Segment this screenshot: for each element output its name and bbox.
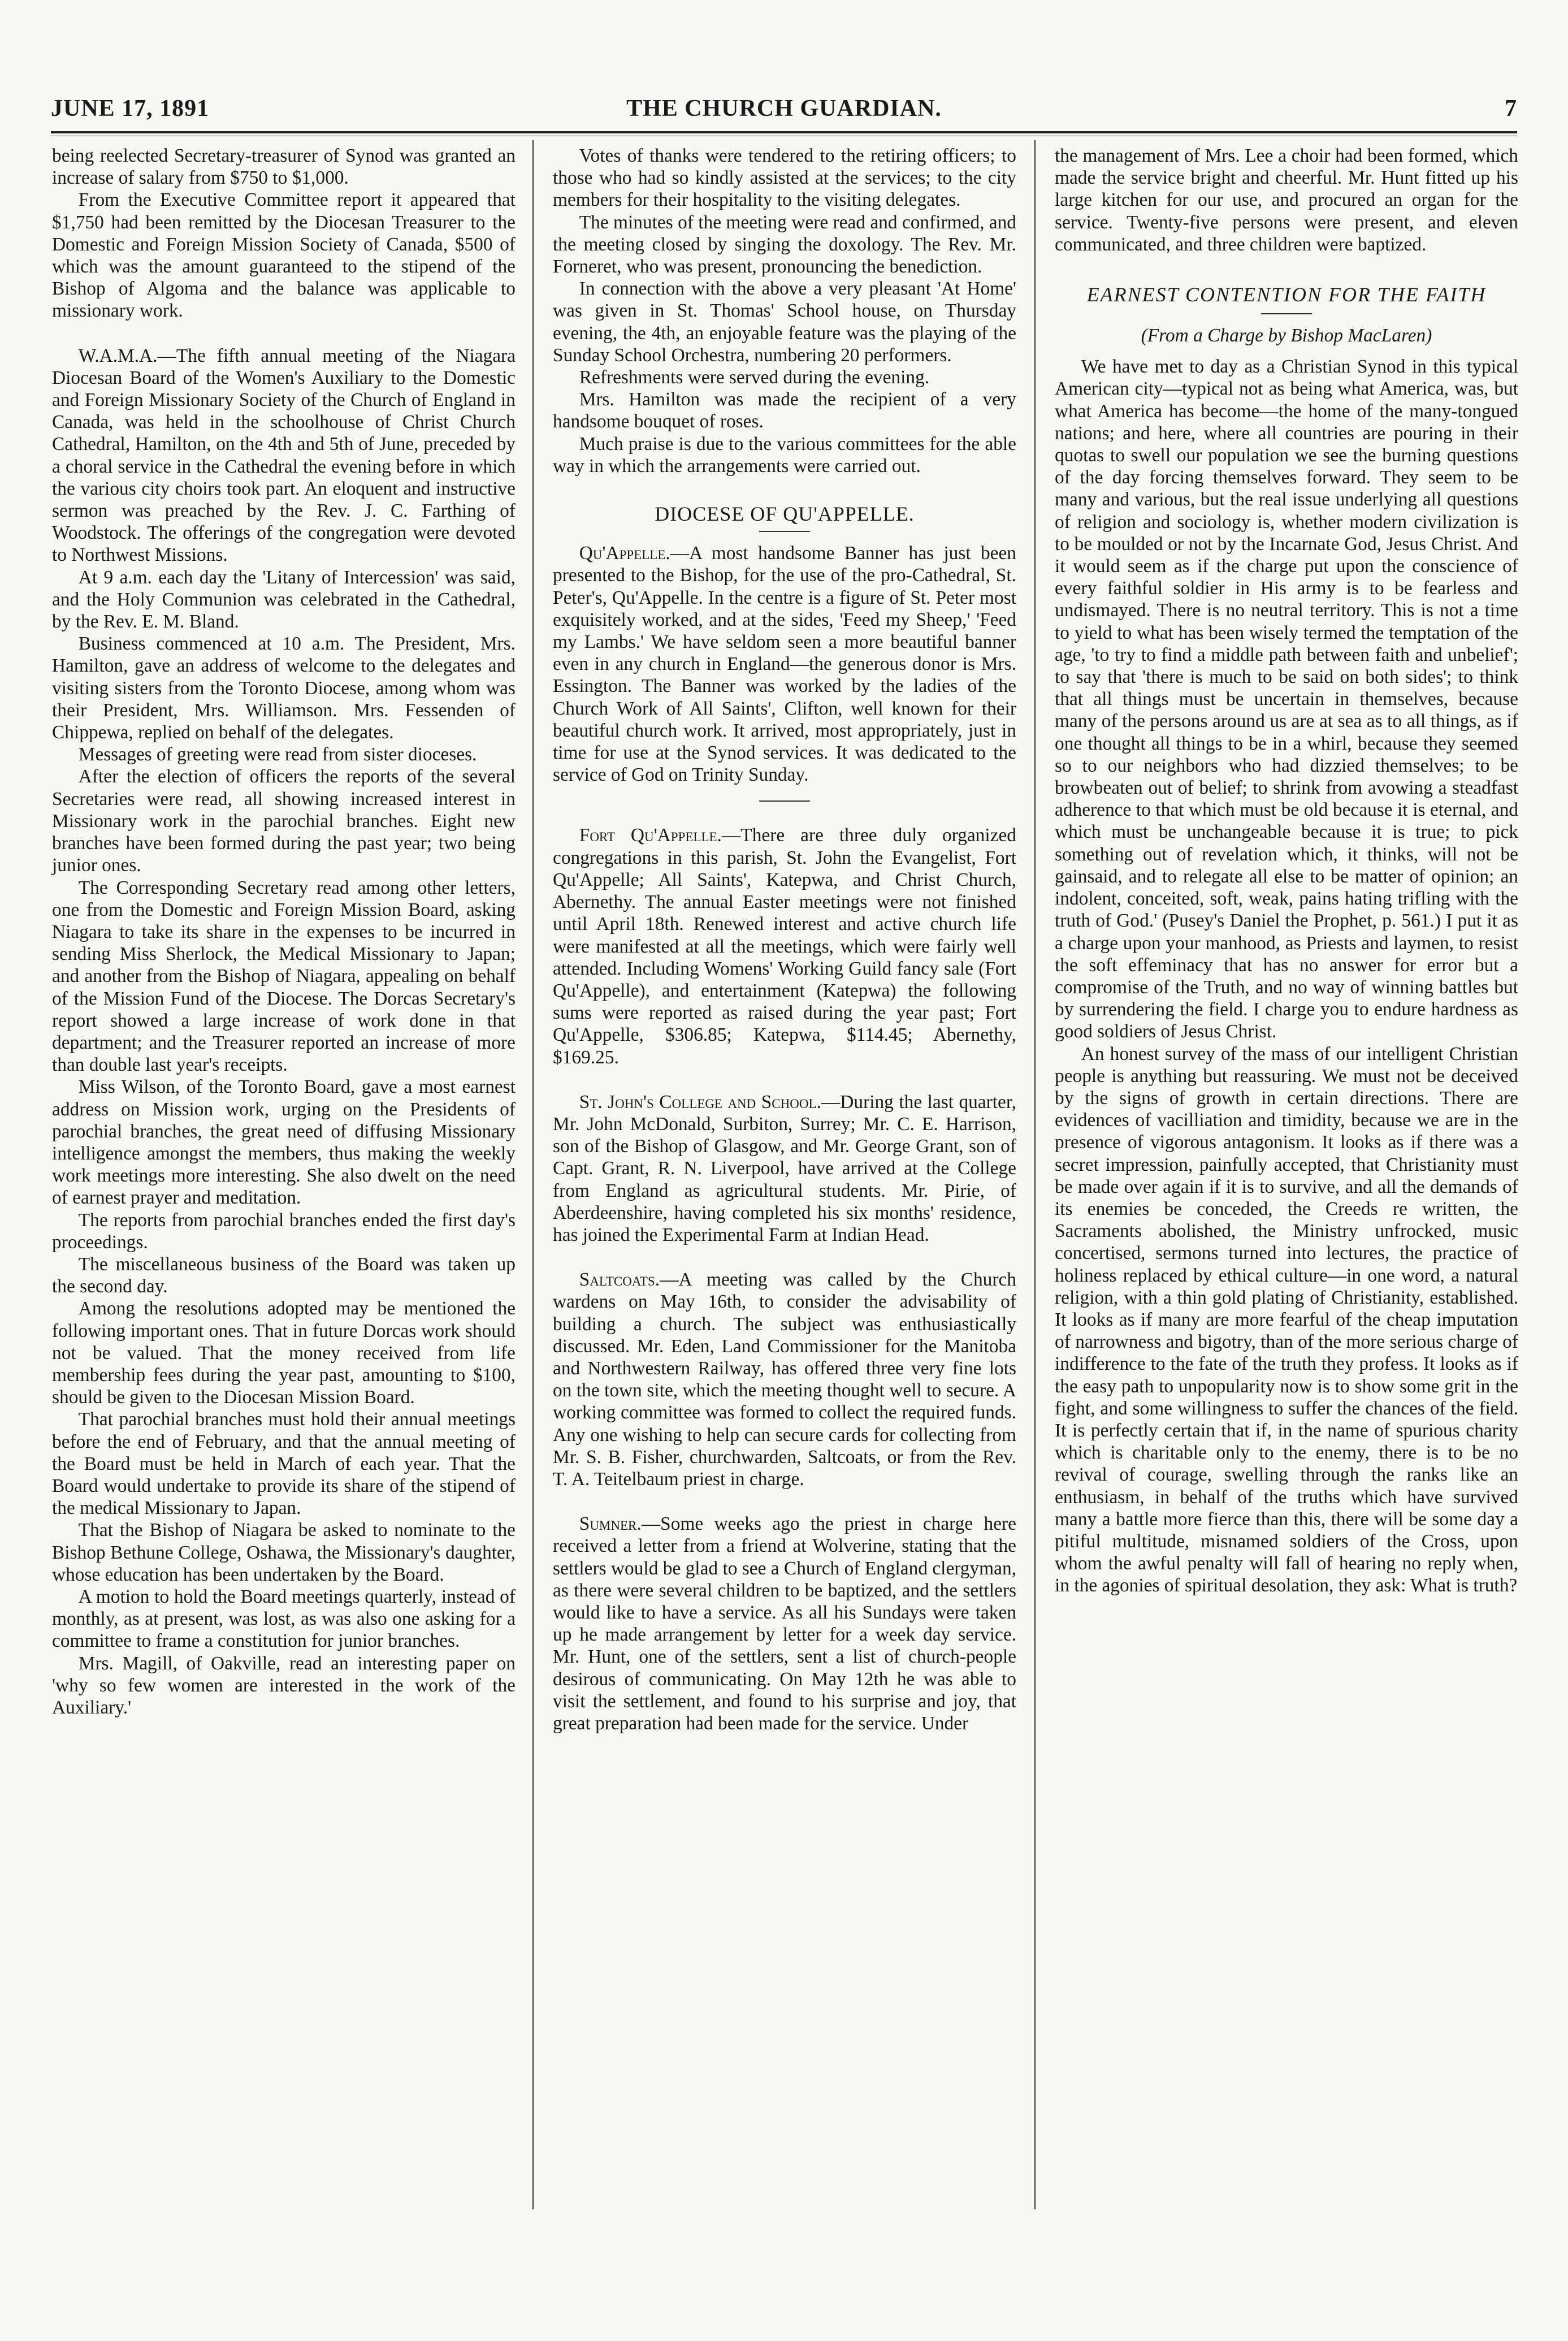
paragraph: That the Bishop of Niagara be asked to nominate to the Bishop Bethune College, Oshawa, the Missionary's daughter, whose education has been undertaken by the Board.	[52, 1520, 516, 1585]
masthead-title: THE CHURCH GUARDIAN.	[626, 96, 942, 122]
paragraph-saltcoats	[553, 1269, 1016, 1490]
column-divider	[1034, 140, 1036, 2209]
paragraph: Much praise is due to the various committees for the able way in which the arrangements were carried out.	[553, 433, 1016, 477]
paragraph-body: —A meeting was called by the Church wardens on May 16th, to consider the advisability of building a church. The subject was enthusiastically discussed. Mr. Eden, Land Commissioner for the Manitoba and Northwestern Railway, has offered three very fine lots on the town site, which the meeting thought well to secure. A working committee was formed to collect the required funds. Any one wishing to help can secure cards for collecting from Mr. S. B. Fisher, churchwarden, Saltcoats, or from the Rev. T. A. Teitelbaum priest in charge.	[553, 1269, 1016, 1490]
page-header	[51, 95, 1517, 128]
paragraph: The reports from parochial branches ended the first day's proceedings.	[52, 1209, 516, 1253]
issue-date: JUNE 17, 1891	[51, 96, 210, 122]
paragraph-qu-appelle	[553, 542, 1016, 786]
paragraph-lead: Sumner.	[579, 1513, 642, 1535]
paragraph-lead: St. John's College and School.	[579, 1091, 821, 1113]
paragraph: A motion to hold the Board meetings quarterly, instead of monthly, as at present, was lost, as was also one asking for a committee to frame a constitution for junior branches.	[52, 1586, 516, 1652]
page-number: 7	[1505, 96, 1517, 122]
paragraph: Among the resolutions adopted may be mentioned the following important ones. That in future Dorcas work should not be valued. That the money received from life membership fees during the year past, amounting to $100, should be given to the Diocesan Mission Board.	[52, 1298, 516, 1408]
paragraph: The miscellaneous business of the Board was taken up the second day.	[52, 1253, 516, 1297]
column-1	[52, 145, 516, 1719]
paragraph: We have met to day as a Christian Synod in this typical American city—typical not as being what America, was, but what America has become—the home of the many-tongued nations; and here, where all countries are pouring in their quotas to swell our population we see the burning questions of the day forcing themselves forward. They seem to be many and various, but the real issue underlying all questions of religion and sociology is, whether modern civilization is to be moulded or not by the Incarnate God, Jesus Christ. And it would seem as if the charge put upon the conscience of every faithful soldier in His army is to be fearless and undismayed. There is no neutral territory. This is not a time to yield to what has been wisely termed the temptation of the age, 'to try to find a middle path between faith and unbelief'; to say that 'there is much to be said on both sides'; to think that all things must be uncertain in themselves, because many of the persons around us are at sea as to all things, as if one thought all things to be in a whirl, because they seemed so to our neighbors who had dizzied themselves; to be browbeaten out of belief; to shrink from avowing a steadfast adherence to that which must be old because it is eternal, and which must be unchangeable because it is true; to pick something out of revelation which, it thinks, will not be gainsaid, and to relegate all else to be matter of opinion; an indolent, conceited, soft, weak, pains hating trifling with the truth of God.' (Pusey's Daniel the Prophet, p. 561.) I put it as a charge upon your manhood, as Priests and laymen, to resist the soft effeminacy that has no answer for error but a compromise of the Truth, and no way of winning battles but by surrendering the field. I charge you to endure hardness as good soldiers of Jesus Christ.	[1055, 356, 1518, 1042]
paragraph-body: —There are three duly organized congregations in this parish, St. John the Evangelist, Fort Qu'Appelle; All Saints', Katepwa, and Christ Church, Abernethy. The annual Easter meetings were not finished until April 18th. Renewed interest and active church life were manifested at all the meetings, which were fairly well attended. Including Womens' Working Guild fancy sale (Fort Qu'Appelle), and entertainment (Katepwa) the following sums were reported as raised during the year past; Fort Qu'Appelle, $306.85; Katepwa, $114.45; Abernethy, $169.25.	[553, 825, 1016, 1068]
paragraph-lead: Qu'Appelle.	[579, 543, 670, 564]
column-3	[1055, 145, 1518, 1597]
paragraph: The Corresponding Secretary read among other letters, one from the Domestic and Foreign Mission Board, asking Niagara to take its share in the expenses to be incurred in sending Miss Sherlock, the Medical Missionary to Japan; and another from the Bishop of Niagara, appealing on behalf of the Mission Fund of the Diocese. The Dorcas Secretary's report showed a large increase of work done in that department; and the Treasurer reported an increase of more than double last year's receipts.	[52, 877, 516, 1076]
paragraph: At 9 a.m. each day the 'Litany of Intercession' was said, and the Holy Communion was celebrated in the Cathedral, by the Rev. E. M. Bland.	[52, 566, 516, 633]
paragraph-wama: W.A.M.A.—The fifth annual meeting of the Niagara Diocesan Board of the Women's Auxiliary to the Domestic and Foreign Missionary Society of the Church of England in Canada, was held in the schoolhouse of Christ Church Cathedral, Hamilton, on the 4th and 5th of June, preceded by a choral service in the Cathedral the evening before in which the various city choirs took part. An eloquent and instructive sermon was preached by the Rev. J. C. Farthing of Woodstock. The offerings of the congregation were devoted to Northwest Missions.	[52, 345, 516, 566]
paragraph: Votes of thanks were tendered to the retiring officers; to those who had so kindly assisted at the services; to the city members for their hospitality to the visiting delegates.	[553, 145, 1016, 211]
column-divider	[532, 140, 534, 2209]
heading-rule	[759, 531, 810, 532]
section-subheading: (From a Charge by Bishop MacLaren)	[1141, 325, 1432, 347]
paragraph: the management of Mrs. Lee a choir had been formed, which made the service bright and cheerful. Mr. Hunt fitted up his large kitchen for our use, and procured an organ for the service. Twenty-five persons were present, and eleven communicated, and three children were baptized.	[1055, 145, 1518, 255]
paragraph-lead: Saltcoats.	[579, 1269, 660, 1291]
paragraph: Business commenced at 10 a.m. The President, Mrs. Hamilton, gave an address of welcome to the delegates and visiting sisters from the Toronto Diocese, among whom was their President, Mrs. Williamson. Mrs. Fessenden of Chippewa, replied on behalf of the delegates.	[52, 633, 516, 743]
paragraph: After the election of officers the reports of the several Secretaries were read, all showing increased interest in Missionary work in the parochial branches. Eight new branches have been formed during the past year; two being junior ones.	[52, 766, 516, 876]
paragraph-body: —Some weeks ago the priest in charge here received a letter from a friend at Wolverine, stating that the settlers would be glad to see a Church of England clergyman, as there were several children to be baptized, and the settlers would like to have a service. As all his Sundays were taken up he made arrangement by letter for a week day service. Mr. Hunt, one of the settlers, sent a list of church-people desirous of communicating. On May 12th he was able to visit the settlement, and found to his surprise and joy, that great preparation had been made for the service. Under	[553, 1513, 1017, 1734]
paragraph: From the Executive Committee report it appeared that $1,750 had been remitted by the Diocesan Treasurer to the Domestic and Foreign Mission Society of Canada, $500 of which was the amount guaranteed to the stipend of the Bishop of Algoma and the balance was applicable to missionary work.	[52, 189, 516, 322]
paragraph: Messages of greeting were read from sister dioceses.	[78, 744, 477, 765]
section-heading-earnest-contention: EARNEST CONTENTION FOR THE FAITH	[1086, 283, 1487, 306]
paragraph: Mrs. Hamilton was made the recipient of a very handsome bouquet of roses.	[553, 389, 1016, 432]
paragraph-fort-qu-appelle	[553, 824, 1016, 1068]
paragraph: Refreshments were served during the evening.	[579, 367, 930, 388]
paragraph-body: —During the last quarter, Mr. John McDonald, Surbiton, Surrey; Mr. C. E. Harrison, son of the Bishop of Glasgow, and Mr. George Grant, son of Capt. Grant, R. N. Liverpool, have arrived at the College from England as agricultural students. Mr. Pirie, of Aberdeenshire, having completed his six months' residence, has joined the Experimental Farm at Indian Head.	[553, 1091, 1017, 1245]
paragraph: An honest survey of the mass of our intelligent Christian people is anything but reassuring. We must not be deceived by the signs of growth in certain directions. There are evidences of vacilliation and timidity, because we are in the presence of vigorous antagonism. It looks as if there was a secret impression, painfully accepted, that Christianity must be made over again if it is to survive, and all the demands of its enemies be conceded, the Creeds re written, the Sacraments abolished, the Ministry unfrocked, music concertised, sermons turned into lectures, the practice of holiness replaced by ethical culture—in one word, a natural religion, with a thin gold plating of Christianity, established. It looks as if many are more fearful of the cheap imputation of narrowness and bigotry, than of the more serious charge of indifference to the fate of the truth they profess. It looks as if the easy path to unpopularity now is to show some grit in the fight, and some willingness to suffer the chances of the field. It is perfectly certain that if, in the name of spurious charity which is charitable only to the enemy, there is to be no revival of courage, swelling through the ranks like an enthusiasm, in behalf of the truths which have survived many a battle more fierce than this, there will be some day a pitiful multitude, misnamed soldiers of the Cross, upon whom the awful penalty will fall of hearing no reply when, in the agonies of spiritual desolation, they ask: What is truth?	[1055, 1043, 1518, 1596]
paragraph-body: —A most handsome Banner has just been presented to the Bishop, for the use of the pro-Cathedral, St. Peter's, Qu'Appelle. In the centre is a figure of St. Peter most exquisitely worked, and at the sides, 'Feed my Sheep,' 'Feed my Lambs.' We have seldom seen a more beautiful banner even in any church in England—the generous donor is Mrs. Essington. The Banner was worked by the ladies of the Church Work of All Saints', Clifton, well known for their beautiful church work. It arrived, most appropriately, just in time for use at the Synod services. It was dedicated to the service of God on Trinity Sunday.	[553, 543, 1016, 786]
paragraph: Mrs. Magill, of Oakville, read an interesting paper on 'why so few women are interested in the work of the Auxiliary.'	[52, 1652, 516, 1719]
paragraph-lead: Fort Qu'Appelle.	[579, 825, 722, 846]
paragraph-st-johns-college	[553, 1091, 1016, 1246]
paragraph: The minutes of the meeting were read and confirmed, and the meeting closed by singing the doxology. The Rev. Mr. Forneret, who was present, pronouncing the benediction.	[553, 211, 1017, 278]
column-2	[553, 145, 1016, 1734]
paragraph: being reelected Secretary-treasurer of Synod was granted an increase of salary from $750 to $1,000.	[52, 145, 516, 189]
heading-rule	[1261, 313, 1312, 314]
paragraph: In connection with the above a very pleasant 'At Home' was given in St. Thomas' School house, on Thursday evening, the 4th, an enjoyable feature was the playing of the Sunday School Orchestra, numbering 20 performers.	[553, 278, 1016, 366]
header-rule	[51, 131, 1517, 133]
paragraph: That parochial branches must hold their annual meetings before the end of February, and that the annual meeting of the Board must be held in March of each year. That the Board would undertake to provide its share of the stipend of the medical Missionary to Japan.	[52, 1409, 516, 1519]
section-heading-qu-appelle: DIOCESE OF QU'APPELLE.	[655, 503, 915, 526]
paragraph-sumner	[553, 1513, 1016, 1734]
paragraph: Miss Wilson, of the Toronto Board, gave a most earnest address on Mission work, urging on the Presidents of parochial branches, the great need of diffusing Missionary intelligence amongst the members, thus making the weekly work meetings more interesting. She also dwelt on the need of earnest prayer and meditation.	[52, 1076, 516, 1209]
section-rule	[759, 800, 810, 802]
